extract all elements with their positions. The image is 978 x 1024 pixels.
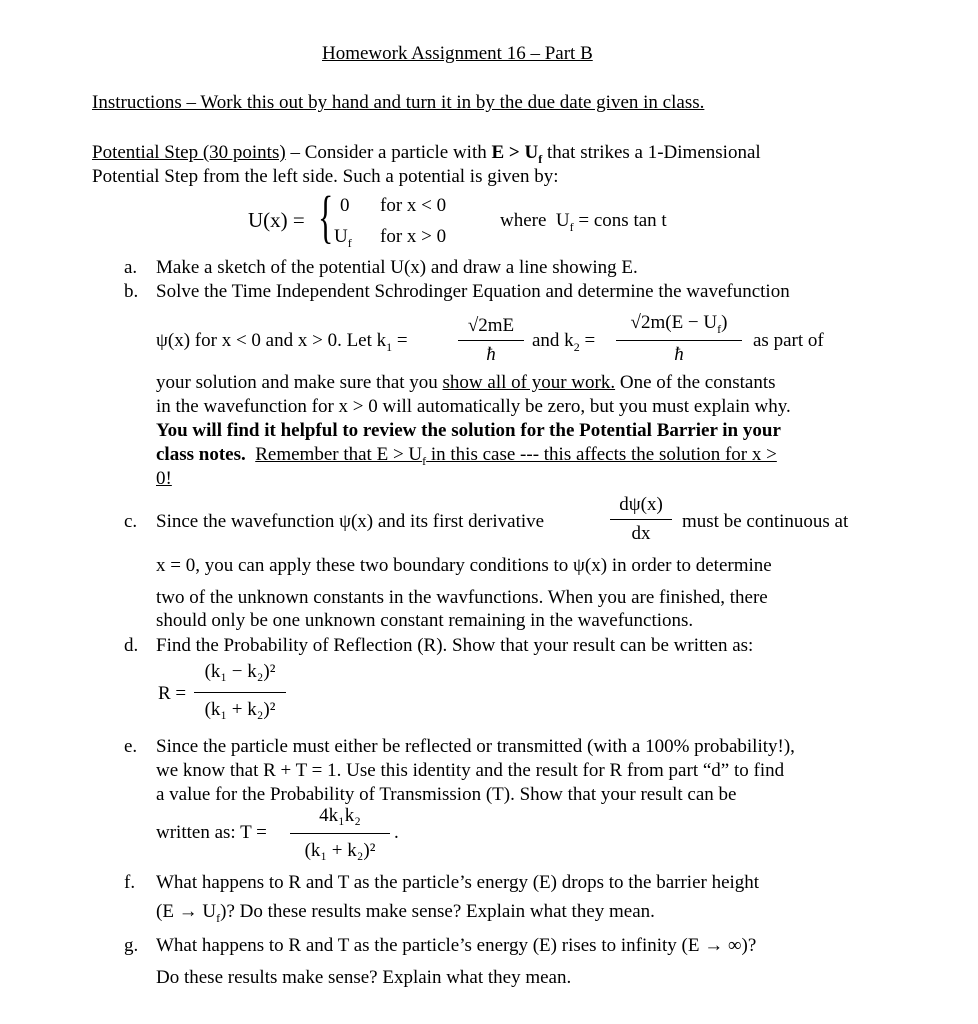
T-numerator: 4k₁k₂	[319, 805, 361, 826]
item-f-label: f.	[124, 872, 136, 893]
item-c-line2: x = 0, you can apply these two boundary conditions to ψ(x) in order to determine	[156, 555, 772, 576]
item-c-line1: Since the wavefunction ψ(x) and its first derivative	[156, 511, 545, 532]
item-g-line1: What happens to R and T as the particle’s energy (E) rises to infinity (E → ∞)?	[156, 935, 757, 956]
derivative-numerator: dψ(x)	[619, 494, 663, 515]
page-title: Homework Assignment 16 – Part B	[322, 43, 593, 64]
item-c-line4: should only be one unknown constant remaining in the wavefunctions.	[156, 610, 694, 631]
item-b-as-part: as part of	[753, 330, 824, 351]
item-b-line4: in the wavefunction for x > 0 will automatically be zero, but you must explain why.	[156, 396, 791, 417]
item-d-label: d.	[124, 635, 139, 656]
case1-value: 0	[340, 195, 350, 216]
instructions: Instructions – Work this out by hand and turn it in by the due date given in class.	[92, 92, 705, 113]
k1-fraction	[458, 315, 524, 365]
item-e-line1: Since the particle must either be reflected or transmitted (with a 100% probability!),	[156, 736, 795, 757]
item-e-label: e.	[124, 736, 138, 757]
item-c-label: c.	[124, 511, 138, 532]
item-b-line7: 0!	[156, 468, 172, 489]
brace-symbol: {	[318, 184, 334, 249]
k1-denominator: ħ	[486, 344, 496, 365]
item-f-line1: What happens to R and T as the particle’s energy (E) drops to the barrier height	[156, 872, 760, 893]
energy-condition: $E > U_f$	[491, 142, 543, 166]
item-g-label: g.	[124, 935, 139, 956]
item-b-line6: class notes. Remember that $E > U_f$ in this case --- this affects the solution for x >	[156, 444, 777, 468]
potential-lhs: U(x) =	[248, 208, 305, 232]
item-b-and-k2: and $k_2$ =	[532, 330, 596, 354]
problem-intro: Potential Step (30 points) – Consider a particle with $E > U_f$ that strikes a 1-Dimensional	[92, 142, 761, 166]
item-b-line3: your solution and make sure that you show all of your work. One of the constants	[156, 372, 776, 393]
derivative-denominator: dx	[631, 523, 651, 544]
k1-numerator: √2mE	[467, 315, 515, 336]
item-c-line3: two of the unknown constants in the wavfunctions. When you are finished, there	[156, 587, 768, 608]
item-f-line2: $(E \to U_f)$? Do these results make sense? Explain what they mean.	[156, 901, 655, 925]
R-fraction-bar	[194, 692, 286, 693]
T-period: .	[394, 822, 399, 843]
T-fraction-bar	[290, 833, 390, 834]
problem-title: Potential Step (30 points)	[92, 142, 286, 163]
item-g-line2: Do these results make sense? Explain what they mean.	[156, 967, 572, 988]
item-d-line1: Find the Probability of Reflection (R). Show that your result can be written as:	[156, 635, 754, 656]
T-denominator: (k₁ + k₂)²	[304, 840, 376, 861]
item-e-line3: a value for the Probability of Transmission (T). Show that your result can be	[156, 784, 737, 805]
k2-numerator: $√2m(E - U_f)$	[630, 312, 728, 336]
item-e-line4: written as: T =	[156, 822, 267, 843]
where-clause: where $U_f$ = cons tan t	[500, 210, 667, 234]
item-b-label: b.	[124, 281, 139, 302]
derivative-fraction	[610, 494, 672, 544]
R-denominator: (k₁ + k₂)²	[204, 699, 276, 720]
problem-intro-line2: Potential Step from the left side. Such a potential is given by:	[92, 166, 559, 187]
item-b-line5: You will find it helpful to review the solution for the Potential Barrier in your	[156, 420, 781, 441]
derivative-fraction-bar	[610, 519, 672, 520]
R-numerator: (k₁ − k₂)²	[204, 661, 276, 682]
k2-fraction-bar	[616, 340, 742, 341]
R-lhs: R =	[158, 683, 187, 704]
case2-value: $U_f$	[334, 226, 352, 250]
item-a-label: a.	[124, 257, 138, 278]
R-fraction	[194, 661, 286, 720]
k2-fraction	[616, 312, 742, 365]
item-b-line1: Solve the Time Independent Schrodinger Equation and determine the wavefunction	[156, 281, 790, 302]
T-fraction	[290, 805, 390, 861]
k2-denominator: ħ	[674, 344, 684, 365]
item-b-psi-text: ψ(x) for x < 0 and x > 0. Let $k_1$ =	[156, 330, 408, 354]
case1-condition: for x < 0	[380, 195, 447, 216]
item-c-line1-end: must be continuous at	[682, 511, 849, 532]
item-a-text: Make a sketch of the potential U(x) and draw a line showing E.	[156, 257, 638, 278]
item-e-line2: we know that R + T = 1. Use this identity and the result for R from part “d” to find	[156, 760, 785, 781]
k1-fraction-bar	[458, 340, 524, 341]
case2-condition: for x > 0	[380, 226, 447, 247]
